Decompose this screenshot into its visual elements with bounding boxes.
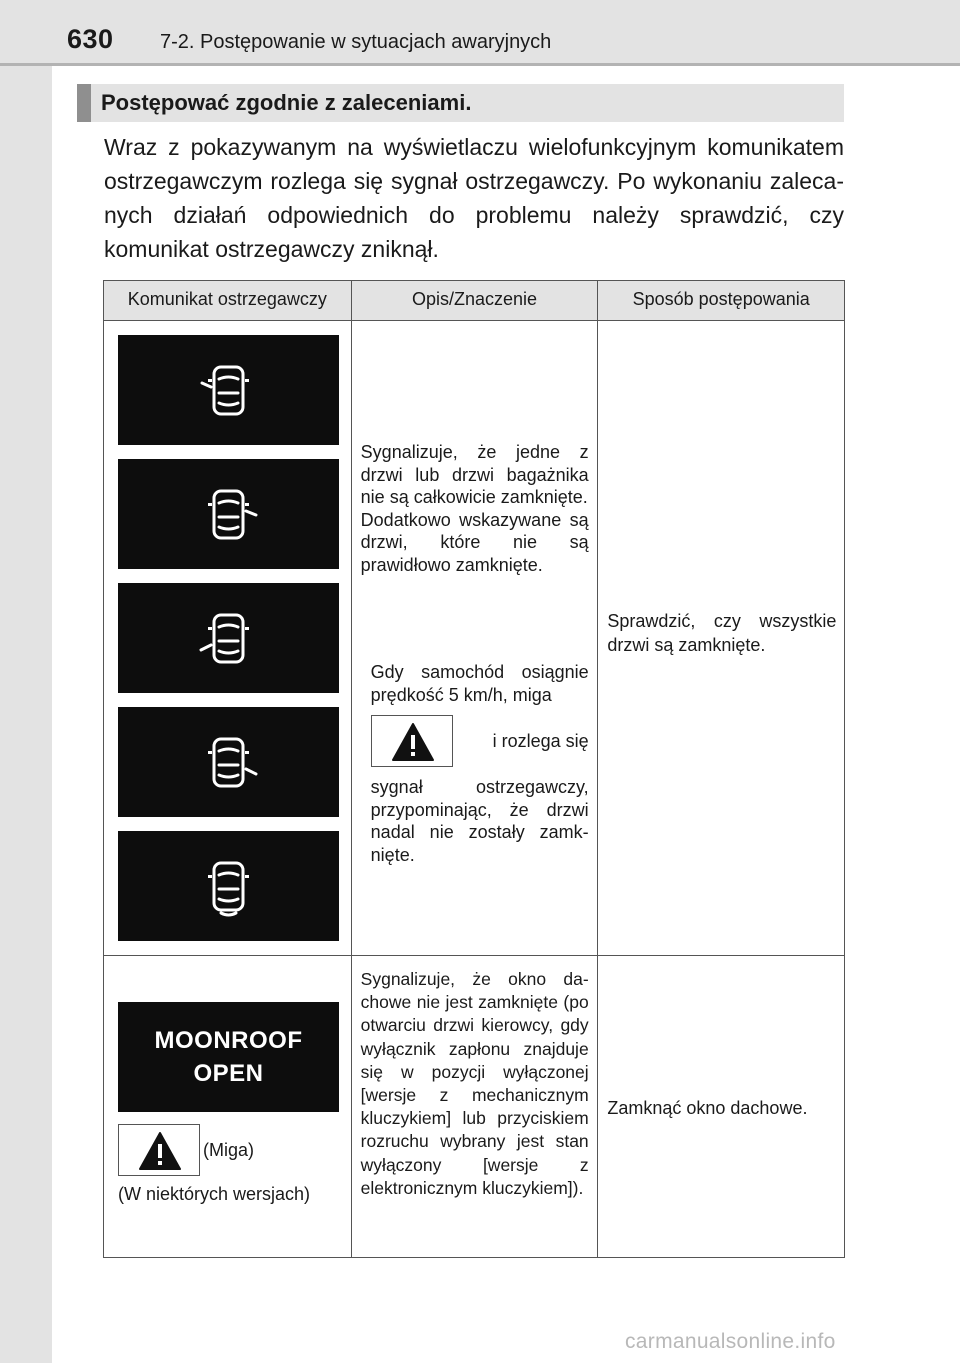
- door-description: [361, 441, 589, 576]
- speed-note-after: sygnał ostrzegawczy, przypominając, że drzwi nadal nie zostały zamknięte.: [370, 777, 589, 865]
- column-header-description: Opis/Znaczenie: [352, 281, 599, 321]
- flash-label: (Miga): [203, 1140, 255, 1160]
- variant-note: (W niektórych wersjach): [118, 1184, 311, 1204]
- left-margin-band: [0, 0, 52, 1363]
- moonroof-display-line1: MOONROOF: [154, 1027, 303, 1054]
- moonroof-open-display: [118, 1002, 339, 1112]
- door-action-cell: [598, 321, 845, 956]
- warning-icon-box: [371, 715, 453, 767]
- chapter-title: 7-2. Postępowanie w sytuacjach awaryjnych: [160, 31, 552, 53]
- moonroof-action-cell: [598, 956, 845, 1258]
- table-row: [104, 956, 845, 1258]
- door-open-display-rear-right: [118, 707, 339, 817]
- speed-note-inline: i rozlega się: [492, 731, 589, 751]
- door-description-line: Dodatkowo wskazywane są drzwi, które nie są prawidłowo zamknięte.: [360, 509, 589, 575]
- column-header-action: Sposób postępowania: [598, 281, 845, 321]
- moonroof-description-cell: [352, 956, 599, 1258]
- speed-note-before: Gdy samochód osiągnie prędkość 5 km/h, miga: [370, 662, 589, 705]
- moonroof-display-cell: [104, 956, 352, 1258]
- table-header-row: [104, 281, 845, 321]
- warning-triangle-icon: [391, 722, 435, 762]
- warning-message-table: [103, 280, 845, 1258]
- moonroof-description: Sygnalizuje, że okno dachowe nie jest zamknięte (po otwarciu drzwi kierowcy, gdy wyłącznik zapłonu znajduje się w pozycji wyłączonej [wersje z mechanicznym kluczykiem] lub przyciskiem rozruchu wybrany jest stan wyłączony [wersje z elektronicznym kluczykiem]).: [360, 969, 589, 1198]
- warning-triangle-icon: [138, 1131, 182, 1171]
- table-row: [104, 321, 845, 956]
- watermark: carmanualsonline.info: [625, 1330, 836, 1353]
- door-open-display-rear-left: [118, 583, 339, 693]
- page-header: [0, 0, 960, 66]
- door-open-display-trunk: [118, 831, 339, 941]
- door-description-cell: [352, 321, 599, 956]
- moonroof-action: Zamknąć okno dachowe.: [607, 1098, 808, 1118]
- door-displays-cell: [104, 321, 352, 956]
- page-number: 630: [67, 24, 114, 54]
- door-description-line: Sygnalizuje, że jedne z drzwi lub drzwi bagażnika nie są całkowicie zamknięte.: [360, 442, 589, 507]
- door-action: Sprawdzić, czy wszystkie drzwi są zamknięte.: [607, 611, 837, 655]
- column-header-message: Komunikat ostrzegawczy: [104, 281, 352, 321]
- moonroof-display-line2: OPEN: [193, 1060, 264, 1087]
- warning-icon-box: [118, 1124, 200, 1176]
- section-title: Postępować zgodnie z zaleceniami.: [77, 84, 844, 122]
- door-open-display-front-right: [118, 459, 339, 569]
- door-open-display-front-left: [118, 335, 339, 445]
- intro-paragraph: Wraz z pokazywanym na wyświetlaczu wielofunkcyjnym komunikatem ostrzegawczym rozlega się sygnał ostrzegawczy. Po wykonaniu zalecanych działań odpowiednich do problemu należy sprawdzić, czy komunikat ostrzegawczy zniknął.: [104, 134, 844, 262]
